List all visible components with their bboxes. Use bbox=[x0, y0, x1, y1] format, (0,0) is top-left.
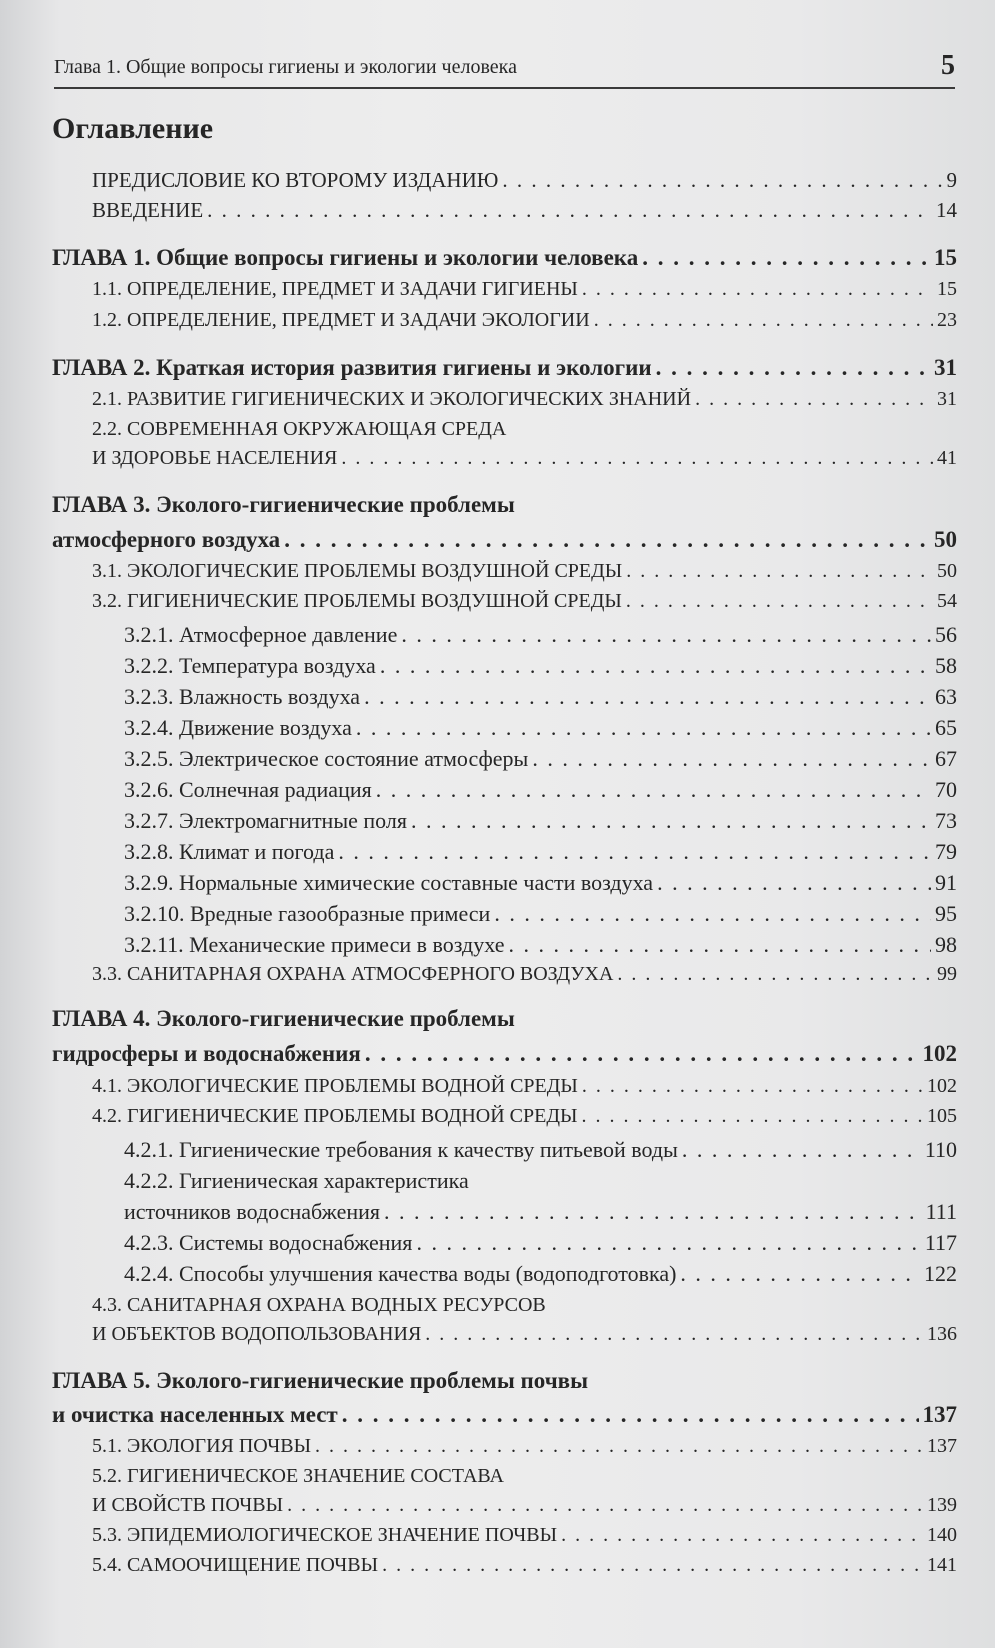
toc-entry-chapter-4-line1: ГЛАВА 4. Эколого-гигиенические проблемы bbox=[52, 1006, 515, 1031]
toc-entry-5-2[interactable]: И СВОЙСТВ ПОЧВЫ . . . 139 bbox=[92, 1494, 957, 1524]
toc-entry-4-2-1[interactable]: 4.2.1. Гигиенические требования к качеству питьевой воды . . . 110 bbox=[124, 1137, 957, 1167]
toc-entry-2-2[interactable]: И ЗДОРОВЬЕ НАСЕЛЕНИЯ . . . 41 bbox=[92, 447, 957, 477]
toc-entry-chapter-4[interactable]: гидросферы и водоснабжения . . . 102 bbox=[52, 1041, 957, 1071]
toc-entry-3-2-11[interactable]: 3.2.11. Механические примеси в воздухе . . . 98 bbox=[124, 932, 957, 962]
toc-entry-3-2-3[interactable]: 3.2.3. Влажность воздуха . . . 63 bbox=[124, 684, 957, 714]
toc-entry-chapter-3-line1: ГЛАВА 3. Эколого-гигиенические проблемы bbox=[52, 492, 515, 517]
running-header-title: Глава 1. Общие вопросы гигиены и экологии человека bbox=[54, 56, 517, 78]
toc-entry-5-3[interactable]: 5.3. ЭПИДЕМИОЛОГИЧЕСКОЕ ЗНАЧЕНИЕ ПОЧВЫ . . . 140 bbox=[92, 1524, 957, 1554]
toc-entry-introduction[interactable]: ВВЕДЕНИЕ . . . 14 bbox=[92, 198, 957, 228]
toc-entry-3-2[interactable]: 3.2. ГИГИЕНИЧЕСКИЕ ПРОБЛЕМЫ ВОЗДУШНОЙ СРЕДЫ . . . 54 bbox=[92, 590, 957, 620]
toc-entry-3-2-10[interactable]: 3.2.10. Вредные газообразные примеси . . . 95 bbox=[124, 901, 957, 931]
toc-entry-2-2-line1: 2.2. СОВРЕМЕННАЯ ОКРУЖАЮЩАЯ СРЕДА bbox=[92, 418, 507, 440]
toc-entry-3-3[interactable]: 3.3. САНИТАРНАЯ ОХРАНА АТМОСФЕРНОГО ВОЗДУХА . . . 99 bbox=[92, 963, 957, 993]
toc-entry-3-2-8[interactable]: 3.2.8. Климат и погода . . . 79 bbox=[124, 839, 957, 869]
toc-entry-3-2-2[interactable]: 3.2.2. Температура воздуха . . . 58 bbox=[124, 653, 957, 683]
toc-entry-1-2[interactable]: 1.2. ОПРЕДЕЛЕНИЕ, ПРЕДМЕТ И ЗАДАЧИ ЭКОЛОГИИ . . . 23 bbox=[92, 309, 957, 339]
toc-entry-chapter-3[interactable]: атмосферного воздуха . . . 50 bbox=[52, 527, 957, 557]
toc-entry-5-2-line1: 5.2. ГИГИЕНИЧЕСКОЕ ЗНАЧЕНИЕ СОСТАВА bbox=[92, 1465, 504, 1487]
toc-entry-4-2-3[interactable]: 4.2.3. Системы водоснабжения . . . 117 bbox=[124, 1230, 957, 1260]
toc-entry-3-2-7[interactable]: 3.2.7. Электромагнитные поля . . . 73 bbox=[124, 808, 957, 838]
toc-entry-4-1[interactable]: 4.1. ЭКОЛОГИЧЕСКИЕ ПРОБЛЕМЫ ВОДНОЙ СРЕДЫ . . . 102 bbox=[92, 1075, 957, 1105]
toc-entry-preface[interactable]: ПРЕДИСЛОВИЕ КО ВТОРОМУ ИЗДАНИЮ . . . 9 bbox=[92, 168, 957, 198]
toc-entry-4-2-2-line1: 4.2.2. Гигиеническая характеристика bbox=[124, 1168, 469, 1193]
toc-entry-3-2-4[interactable]: 3.2.4. Движение воздуха . . . 65 bbox=[124, 715, 957, 745]
toc-entry-4-2[interactable]: 4.2. ГИГИЕНИЧЕСКИЕ ПРОБЛЕМЫ ВОДНОЙ СРЕДЫ . . . 105 bbox=[92, 1105, 957, 1135]
toc-title: Оглавление bbox=[52, 112, 214, 145]
toc-entry-chapter-2[interactable]: ГЛАВА 2. Краткая история развития гигиены и экологии . . . 31 bbox=[52, 355, 957, 385]
toc-entry-3-2-5[interactable]: 3.2.5. Электрическое состояние атмосферы . . . 67 bbox=[124, 746, 957, 776]
toc-entry-chapter-1[interactable]: ГЛАВА 1. Общие вопросы гигиены и экологии человека . . . 15 bbox=[52, 245, 957, 275]
header-rule bbox=[54, 87, 955, 89]
toc-entry-3-2-9[interactable]: 3.2.9. Нормальные химические составные части воздуха . . . 91 bbox=[124, 870, 957, 900]
toc-entry-3-1[interactable]: 3.1. ЭКОЛОГИЧЕСКИЕ ПРОБЛЕМЫ ВОЗДУШНОЙ СРЕДЫ . . . 50 bbox=[92, 560, 957, 590]
toc-entry-4-3[interactable]: И ОБЪЕКТОВ ВОДОПОЛЬЗОВАНИЯ . . . 136 bbox=[92, 1323, 957, 1353]
toc-entry-2-1[interactable]: 2.1. РАЗВИТИЕ ГИГИЕНИЧЕСКИХ И ЭКОЛОГИЧЕСКИХ ЗНАНИЙ . . . 31 bbox=[92, 388, 957, 418]
toc-entry-4-3-line1: 4.3. САНИТАРНАЯ ОХРАНА ВОДНЫХ РЕСУРСОВ bbox=[92, 1294, 546, 1316]
toc-entry-4-2-2[interactable]: источников водоснабжения . . . 111 bbox=[124, 1199, 957, 1229]
toc-entry-chapter-5-line1: ГЛАВА 5. Эколого-гигиенические проблемы почвы bbox=[52, 1368, 589, 1393]
toc-entry-5-1[interactable]: 5.1. ЭКОЛОГИЯ ПОЧВЫ . . . 137 bbox=[92, 1435, 957, 1465]
running-header bbox=[54, 50, 955, 90]
toc-entry-chapter-5[interactable]: и очистка населенных мест . . . 137 bbox=[52, 1402, 957, 1432]
toc-entry-3-2-6[interactable]: 3.2.6. Солнечная радиация . . . 70 bbox=[124, 777, 957, 807]
page-number: 5 bbox=[941, 50, 955, 81]
toc-entry-1-1[interactable]: 1.1. ОПРЕДЕЛЕНИЕ, ПРЕДМЕТ И ЗАДАЧИ ГИГИЕНЫ . . . 15 bbox=[92, 278, 957, 308]
toc-entry-4-2-4[interactable]: 4.2.4. Способы улучшения качества воды (водоподготовка) . . . 122 bbox=[124, 1261, 957, 1291]
toc-entry-5-4[interactable]: 5.4. САМООЧИЩЕНИЕ ПОЧВЫ . . . 141 bbox=[92, 1554, 957, 1584]
toc-entry-3-2-1[interactable]: 3.2.1. Атмосферное давление . . . 56 bbox=[124, 622, 957, 652]
